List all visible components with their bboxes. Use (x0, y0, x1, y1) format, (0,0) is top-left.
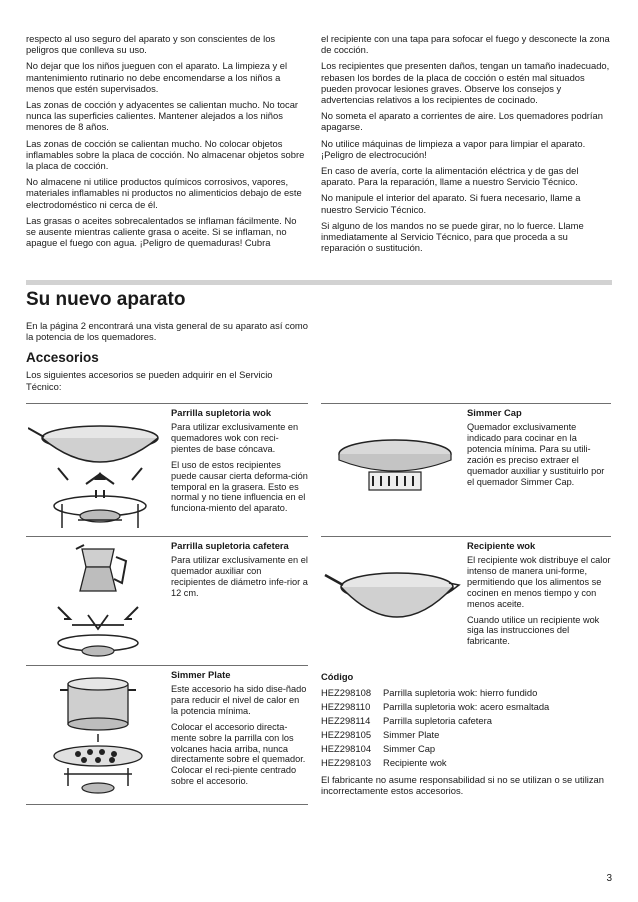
coffee-grid-illustration (28, 539, 164, 663)
accessory-text: Cuando utilice un recipiente wok siga las instrucciones del fabricante. (467, 614, 600, 647)
table-row (321, 715, 561, 729)
codes-footnote: El fabricante no asume responsabilidad si no se utilizan o se utilizan incorrectamente estos accesorios. (321, 774, 604, 797)
accessories-intro: Los siguientes accesorios se pueden adquirir en el Servicio Técnico: (26, 369, 273, 392)
paragraph: Las zonas de cocción y adyacentes se calientan mucho. No tocar nunca las superficies calientes. Mantener alejados a los niños menores de 8 años. (26, 99, 299, 133)
code-cell: HEZ298103 (321, 757, 372, 768)
desc-cell: Parrilla supletoria cafetera (383, 715, 492, 726)
codes-block (321, 671, 611, 801)
codes-heading: Código (321, 671, 354, 682)
accessory-title: Parrilla supletoria cafetera (171, 540, 289, 551)
accessory-title: Parrilla supletoria wok (171, 407, 272, 418)
paragraph: No utilice máquinas de limpieza a vapor para limpiar el aparato. ¡Peligro de electrocución! (321, 137, 586, 160)
desc-cell: Simmer Cap (383, 743, 436, 754)
intro-block (26, 320, 308, 397)
paragraph: No someta el aparato a corrientes de aire. Los quemadores podrían apagarse. (321, 110, 603, 133)
table-row (321, 757, 561, 771)
paragraph: No dejar que los niños jueguen con el aparato. La limpieza y el mantenimiento rutinario no debe encomendarse a los niños a menos que estén supervisados. (26, 60, 288, 94)
accessory-title: Recipiente wok (467, 540, 536, 551)
wok-pan-illustration (323, 547, 463, 657)
accessory-text: Para utilizar exclusivamente en el quemador auxiliar con recipientes de diámetro infe-rior a 12 cm. (171, 555, 308, 598)
accessory-text: Para utilizar exclusivamente en quemadores wok con reci-pientes de base cóncava. (171, 422, 299, 454)
desc-cell: Simmer Plate (383, 729, 440, 740)
section-title: Su nuevo aparato (26, 289, 186, 310)
desc-cell: Recipiente wok (383, 757, 447, 768)
simmer-cap-illustration (325, 424, 461, 524)
top-left-column (26, 33, 308, 253)
table-row (321, 743, 561, 757)
accessory-title: Simmer Plate (171, 669, 231, 680)
paragraph: Los recipientes que presenten daños, tengan un tamaño inadecuado, rebasen los bordes de la placa de cocción o estén mal situados pueden provocar lesiones graves. Observe los consejos y advertencias relativos a los recipientes de cocinado. (321, 60, 610, 106)
table-row (321, 701, 561, 715)
simmer-plate-illustration (28, 670, 164, 800)
paragraph: Las grasas o aceites sobrecalentados se inflaman fácilmente. No se ausente mientras caliente grasa o aceite. Si se inflaman, no apague el fuego con agua. ¡Peligro de quemaduras! Cubra (26, 214, 297, 249)
top-right-column (321, 33, 611, 258)
table-row (321, 729, 561, 743)
accessory-text: Colocar el accesorio directa-mente sobre la parrilla con los volcanes hacia arriba, nunca directamente sobre el quemador. Colocar el reci-piente centrado sobre el accesorio. (171, 721, 306, 787)
paragraph: En caso de avería, corte la alimentación eléctrica y de gas del aparato. Para la reparación, llame a nuestro Servicio Técnico. (321, 165, 579, 188)
accessory-wok-pan (321, 536, 611, 663)
accessory-title: Simmer Cap (467, 407, 522, 418)
code-cell: HEZ298105 (321, 729, 372, 740)
code-cell: HEZ298108 (321, 687, 372, 698)
section-divider (26, 280, 612, 285)
desc-cell: Parrilla supletoria wok: hierro fundido (383, 687, 538, 698)
codes-table (321, 687, 561, 771)
code-cell: HEZ298104 (321, 743, 372, 754)
accessory-text: El uso de estos recipientes puede causar cierta deforma-ción temporal en la grasera. Esto es normal y no tiene influencia en el funciona-miento del aparato. (171, 459, 308, 514)
page-number: 3 (606, 873, 612, 884)
wok-grid-illustration (28, 408, 164, 534)
accessories-heading: Accesorios (26, 350, 99, 366)
paragraph: Las zonas de cocción se calientan mucho. No colocar objetos inflamables sobre la placa de cocción. No almacenar objetos sobre la placa de cocción. (26, 137, 305, 172)
accessory-simmer-plate (26, 665, 308, 805)
paragraph: No almacene ni utilice productos químicos corrosivos, vapores, materiales inflamables ni productos no alimenticios debajo de este electrodoméstico ni cerca de él. (26, 176, 302, 210)
accessory-coffee-grid (26, 536, 308, 663)
paragraph: el recipiente con una tapa para sofocar el fuego y desconecte la zona de cocción. (321, 33, 610, 56)
desc-cell: Parrilla supletoria wok: acero esmaltada (383, 701, 550, 712)
table-row (321, 687, 561, 701)
accessory-text: El recipiente wok distribuye el calor intenso de manera uni-forme, permitiendo que los alimentos se cocinen en menos tiempo y con menos aceite. (467, 555, 611, 609)
paragraph: No manipule el interior del aparato. Si fuera necesario, llame a nuestro Servicio Técnico. (321, 192, 581, 215)
paragraph: respecto al uso seguro del aparato y son conscientes de los peligros que conlleva su uso. (26, 33, 276, 56)
code-cell: HEZ298114 (321, 715, 371, 726)
paragraph: Si alguno de los mandos no se puede girar, no lo fuerce. Llame inmediatamente al Servicio Técnico, para que proceda a su reparación o sustitución. (321, 219, 584, 254)
accessory-simmer-cap (321, 403, 611, 534)
code-cell: HEZ298110 (321, 701, 371, 712)
accessory-text: Quemador exclusivamente indicado para cocinar en la potencia mínima. Para su utili-zación es preciso extraer el quemador auxiliar y sustituirlo por el quemador Simmer Cap. (467, 422, 605, 487)
section-intro: En la página 2 encontrará una vista general de su aparato así como la potencia de los quemadores. (26, 320, 308, 343)
accessory-wok-grid (26, 403, 308, 534)
accessory-text: Este accesorio ha sido dise-ñado para reducir el nivel de calor en la potencia mínima. (171, 684, 307, 716)
